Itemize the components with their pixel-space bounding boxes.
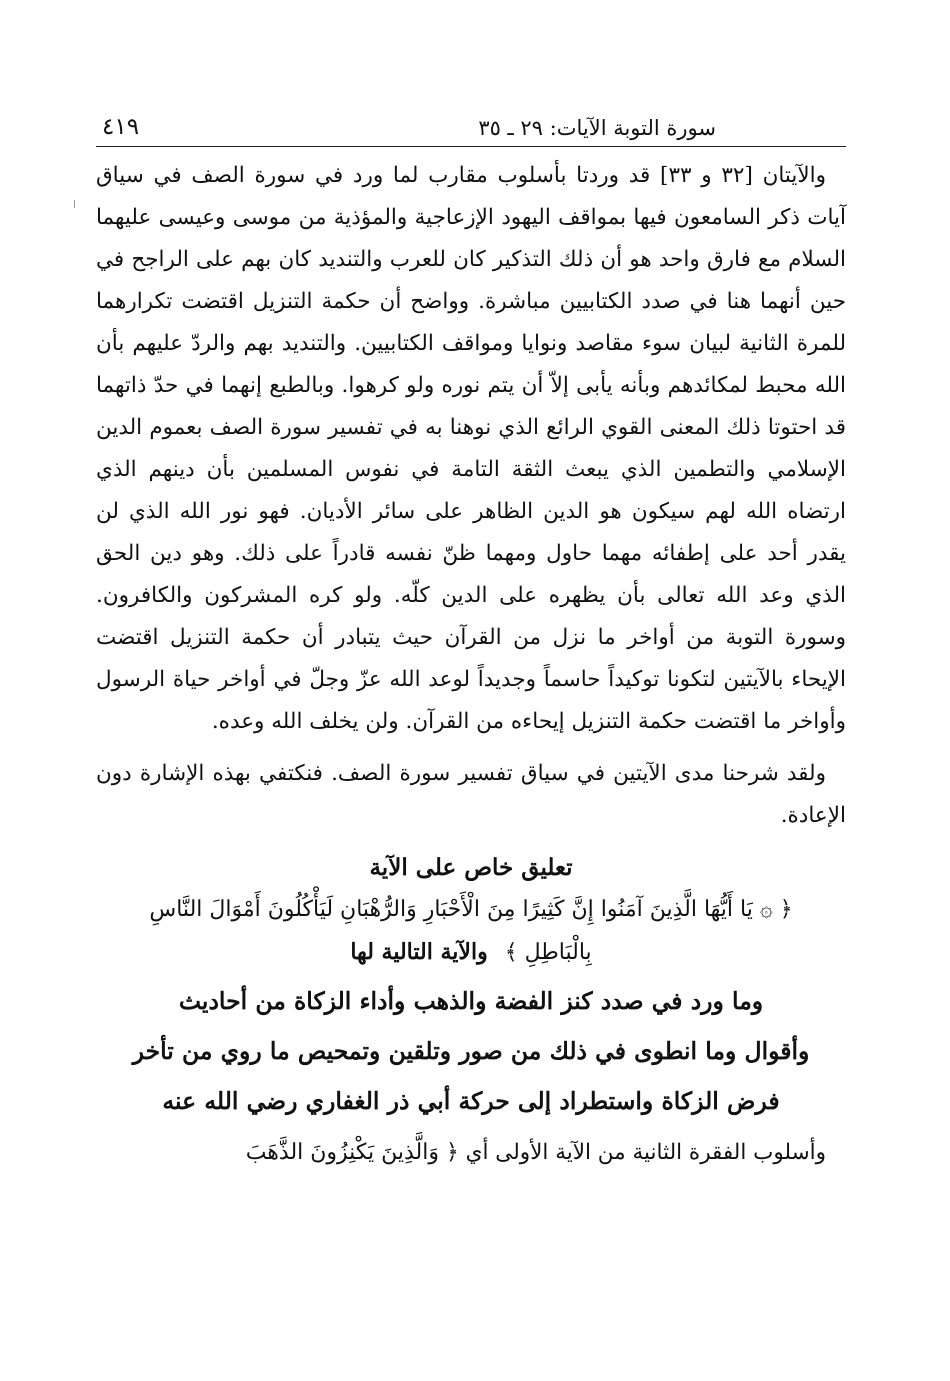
section-heading: تعليق خاص على الآية <box>369 854 573 881</box>
subheading-line-2: وأقوال وما انطوى في ذلك من صور وتلقين وتمحيص ما روي من تأخر <box>132 1037 810 1065</box>
verse-suffix: والآية التالية لها <box>350 939 488 965</box>
header-title: سورة التوبة الآيات: ٢٩ ـ ٣٥ <box>478 116 716 140</box>
subheading-line-1: وما ورد في صدد كنز الفضة والذهب وأداء الزكاة من أحاديث <box>178 987 764 1015</box>
margin-mark <box>74 200 75 208</box>
closing-line-text: وأسلوب الفقرة الثانية من الآية الأولى أي <box>465 1140 826 1165</box>
running-header <box>96 100 846 147</box>
page-number: ٤١٩ <box>102 114 140 140</box>
quran-verse: ﴿ ۞ يَا أَيُّهَا الَّذِينَ آمَنُوا إِنَّ كَثِيرًا مِنَ الْأَحْبَارِ وَالرُّهْبَانِ لَيَأْكُلُونَ أَمْوَالَ النَّاسِ بِالْبَاطِلِ ﴾ <box>149 897 793 965</box>
closing-line <box>96 1132 846 1174</box>
body-text <box>96 155 846 837</box>
paragraph-2: ولقد شرحنا مدى الآيتين في سياق تفسير سورة الصف. فنكتفي بهذه الإشارة دون الإعادة. <box>96 761 846 828</box>
document-page <box>96 100 846 1174</box>
subheading-line-3: فرض الزكاة واستطراد إلى حركة أبي ذر الغفاري رضي الله عنه <box>162 1087 780 1115</box>
closing-line-verse: ﴿ وَالَّذِينَ يَكْنِزُونَ الذَّهَبَ <box>245 1140 459 1165</box>
verse-block <box>96 889 846 974</box>
paragraph-1: والآيتان [٣٢ و ٣٣] قد وردتا بأسلوب مقارب لما ورد في سورة الصف في سياق آيات ذكر السامعون فيها بمواقف اليهود الإزعاجية والمؤذية من موسى وعيسى عليهما السلام مع فارق واحد هو أن ذلك التذكير كان للعرب والتنديد كان بهم على الراجح في حين أنهما هنا في صدد الكتابيين مباشرة. وواضح أن حكمة التنزيل اقتضت تكرارهما للمرة الثانية لبيان سوء مقاصد ونوايا ومواقف الكتابيين. والتنديد بهم والردّ عليهم بأن الله محبط لمكائدهم وبأنه يأبى إلاّ أن يتم نوره ولو كرهوا. وبالطبع إنهما في حدّ ذاتهما قد احتوتا ذلك المعنى القوي الرائع الذي نوهنا به في تفسير سورة الصف بعموم الدين الإسلامي والتطمين الذي يبعث الثقة التامة في نفوس المسلمين بأن دينهم الذي ارتضاه الله لهم سيكون هو الدين الظاهر على سائر الأديان. فهو نور الله الذي لن يقدر أحد على إطفائه مهما حاول ومهما ظنّ نفسه قادراً على ذلك. وهو دين الحق الذي وعد الله تعالى بأن يظهره على الدين كلّه. ولو كره المشركون والكافرون. وسورة التوبة من أواخر ما نزل من القرآن حيث يتبادر أن حكمة التنزيل اقتضت الإيحاء بالآيتين لتكونا توكيداً حاسماً وجديداً لوعد الله عزّ وجلّ في أواخر حياة الرسول وأواخر ما اقتضت حكمة التنزيل إيحاءه من القرآن. ولن يخلف الله وعده. <box>96 163 846 734</box>
